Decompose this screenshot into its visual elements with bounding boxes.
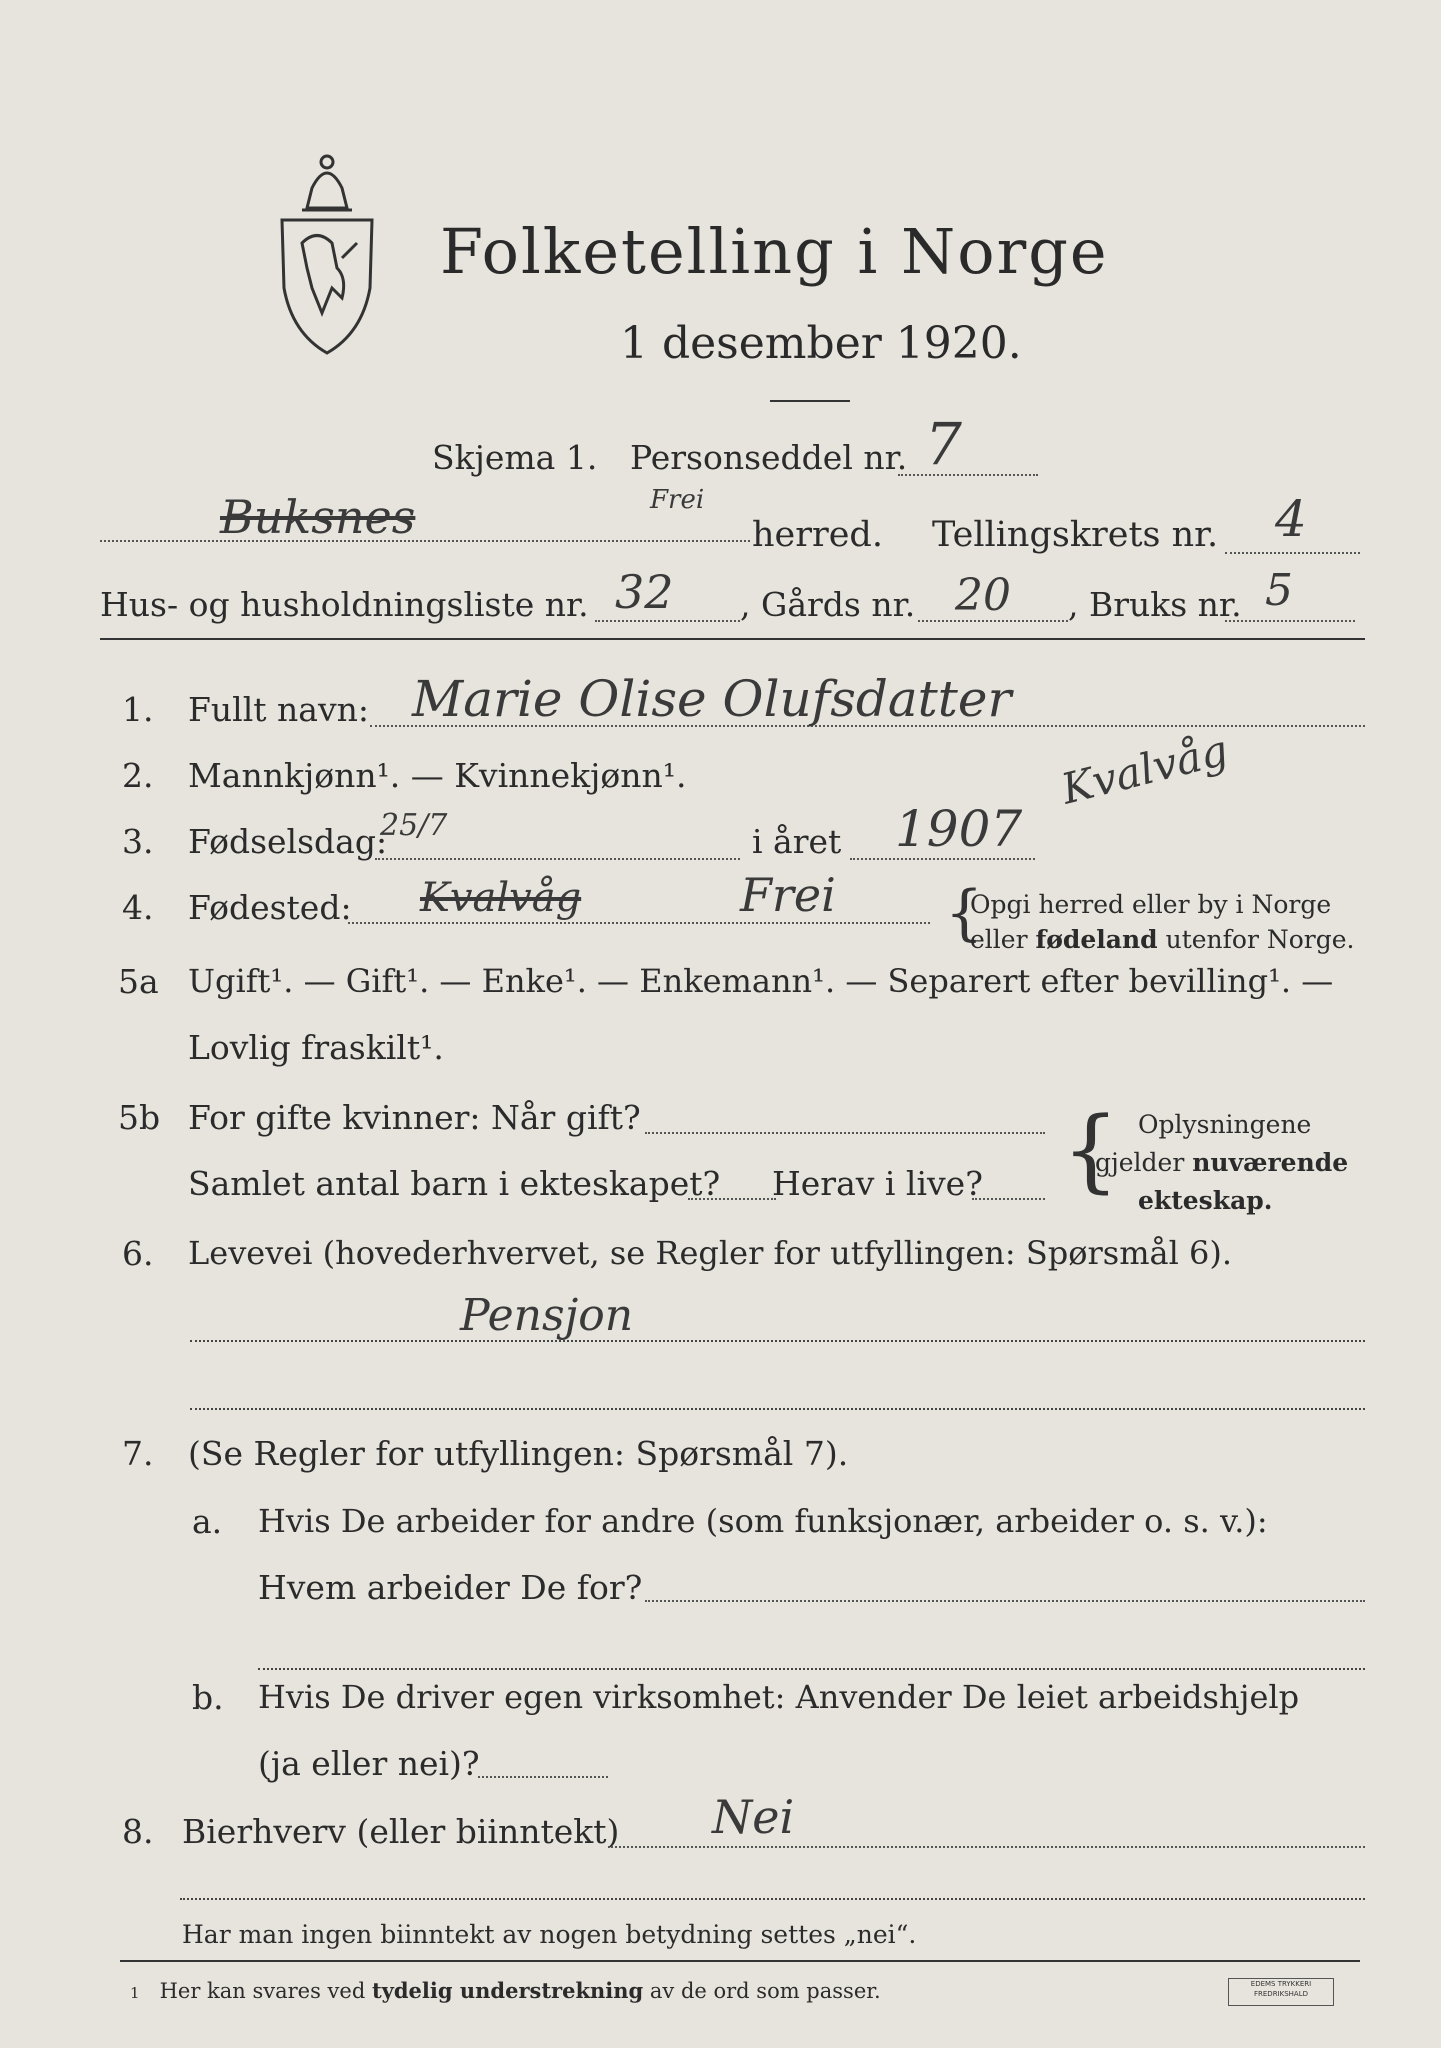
- q4-number: 4.: [122, 888, 154, 927]
- census-date: 1 desember 1920.: [620, 318, 1022, 369]
- q7b-line2: (ja eller nei)?: [258, 1744, 480, 1783]
- q3-year-dots: [850, 858, 1035, 860]
- q5b-note-1: Oplysningene: [1138, 1110, 1312, 1139]
- q4-brace: {: [945, 878, 984, 948]
- q1-number: 1.: [122, 690, 154, 729]
- q8-answer-line-2: [180, 1898, 1365, 1900]
- q5b-children-dots: [688, 1198, 776, 1200]
- q5b-number: 5b: [118, 1098, 161, 1137]
- q5a-line1: Ugift¹. — Gift¹. — Enke¹. — Enkemann¹. — Separert efter bevilling¹. —: [188, 962, 1334, 1000]
- q3-dots: [375, 858, 740, 860]
- q3-year-value[interactable]: 1907: [895, 800, 1023, 858]
- q5b-line1: For gifte kvinner: Når gift?: [188, 1098, 641, 1137]
- title-divider: [770, 400, 850, 402]
- q7a-dots: [645, 1600, 1365, 1602]
- gards-value[interactable]: 20: [955, 570, 1011, 621]
- q8-number: 8.: [122, 1812, 154, 1851]
- q5a-number: 5a: [118, 962, 159, 1001]
- herred-dots: [100, 540, 750, 542]
- footer-note: Har man ingen biinntekt av nogen betydning settes „nei“.: [182, 1920, 917, 1949]
- bruks-label: , Bruks nr.: [1068, 585, 1242, 624]
- footnote: 1 Her kan svares ved tydelig understrekning av de ord som passer.: [130, 1978, 881, 2003]
- footer-rule: [120, 1960, 1360, 1962]
- tellingskrets-value[interactable]: 4: [1275, 490, 1307, 548]
- personseddel-label: Personseddel nr.: [630, 438, 908, 477]
- q5b-alive-dots: [972, 1198, 1045, 1200]
- skjema-label: Skjema 1.: [432, 438, 598, 477]
- coat-of-arms-icon: [262, 148, 392, 358]
- gards-label: , Gårds nr.: [740, 585, 916, 624]
- q7a-line2: Hvem arbeider De for?: [258, 1568, 643, 1607]
- q3-number: 3.: [122, 822, 154, 861]
- hus-value[interactable]: 32: [615, 565, 674, 619]
- q5a-line2: Lovlig fraskilt¹.: [188, 1028, 444, 1067]
- form-title: Folketelling i Norge: [440, 215, 1109, 288]
- hus-label: Hus- og husholdningsliste nr.: [100, 585, 589, 624]
- bruks-value[interactable]: 5: [1265, 565, 1293, 616]
- q5b-line2b: Herav i live?: [772, 1164, 983, 1203]
- herred-label: herred.: [752, 515, 883, 555]
- q6-answer-line-1: [190, 1340, 1365, 1342]
- q6-label: Levevei (hovederhvervet, se Regler for utfyllingen: Spørsmål 6).: [188, 1234, 1233, 1272]
- q4-label: Fødested:: [188, 888, 352, 927]
- hus-dots: [595, 620, 740, 622]
- q7b-dots: [478, 1776, 608, 1778]
- q7-number: 7.: [122, 1434, 154, 1473]
- q8-dots: [608, 1846, 1365, 1848]
- q3-value[interactable]: 25/7: [380, 808, 448, 843]
- q7b-line1: Hvis De driver egen virksomhet: Anvender De leiet arbeidshjelp: [258, 1678, 1300, 1716]
- q6-answer-line-2: [190, 1408, 1365, 1410]
- q4-note-2: eller fødeland utenfor Norge.: [970, 925, 1355, 954]
- q3-year-label: i året: [752, 822, 842, 861]
- q5b-note-2: gjelder nuværende: [1095, 1148, 1349, 1177]
- q1-label: Fullt navn:: [188, 690, 369, 729]
- q8-value[interactable]: Nei: [712, 1790, 795, 1844]
- q4-value[interactable]: Frei: [740, 868, 836, 922]
- q6-value[interactable]: Pensjon: [460, 1290, 634, 1341]
- q2-margin-note[interactable]: Kvalvåg: [1056, 725, 1233, 814]
- personseddel-dots: [898, 474, 1038, 476]
- q1-value[interactable]: Marie Olise Olufsdatter: [412, 670, 1012, 728]
- q3-label: Fødselsdag:: [188, 822, 388, 861]
- q5b-note-3: ekteskap.: [1138, 1186, 1273, 1215]
- q5b-married-dots: [645, 1132, 1045, 1134]
- q4-struck[interactable]: Kvalvåg: [420, 875, 582, 921]
- q4-note-1: Opgi herred eller by i Norge: [970, 890, 1332, 919]
- tellingskrets-label: Tellingskrets nr.: [932, 515, 1219, 555]
- q7-label: (Se Regler for utfyllingen: Spørsmål 7).: [188, 1434, 849, 1473]
- personseddel-value[interactable]: 7: [925, 410, 962, 478]
- q7a-line1: Hvis De arbeider for andre (som funksjonær, arbeider o. s. v.):: [258, 1502, 1268, 1540]
- q5b-line2a: Samlet antal barn i ekteskapet?: [188, 1164, 721, 1203]
- q7b-letter: b.: [192, 1678, 224, 1717]
- q4-dots: [348, 922, 930, 924]
- header-rule: [100, 638, 1365, 640]
- q2-label: Mannkjønn¹. — Kvinnekjønn¹.: [188, 756, 687, 795]
- printer-stamp: EDEMS TRYKKERI FREDRIKSHALD: [1228, 1978, 1334, 2006]
- q8-label: Bierhverv (eller biinntekt): [182, 1812, 620, 1851]
- herred-value[interactable]: Frei: [650, 485, 705, 515]
- tellingskrets-dots: [1225, 552, 1360, 554]
- q2-number: 2.: [122, 756, 154, 795]
- herred-struck[interactable]: Buksnes: [220, 490, 416, 544]
- q7a-answer-line-2: [258, 1668, 1365, 1670]
- q6-number: 6.: [122, 1234, 154, 1273]
- bruks-dots: [1225, 620, 1355, 622]
- q5b-brace: {: [1062, 1098, 1120, 1203]
- q7a-letter: a.: [192, 1502, 223, 1541]
